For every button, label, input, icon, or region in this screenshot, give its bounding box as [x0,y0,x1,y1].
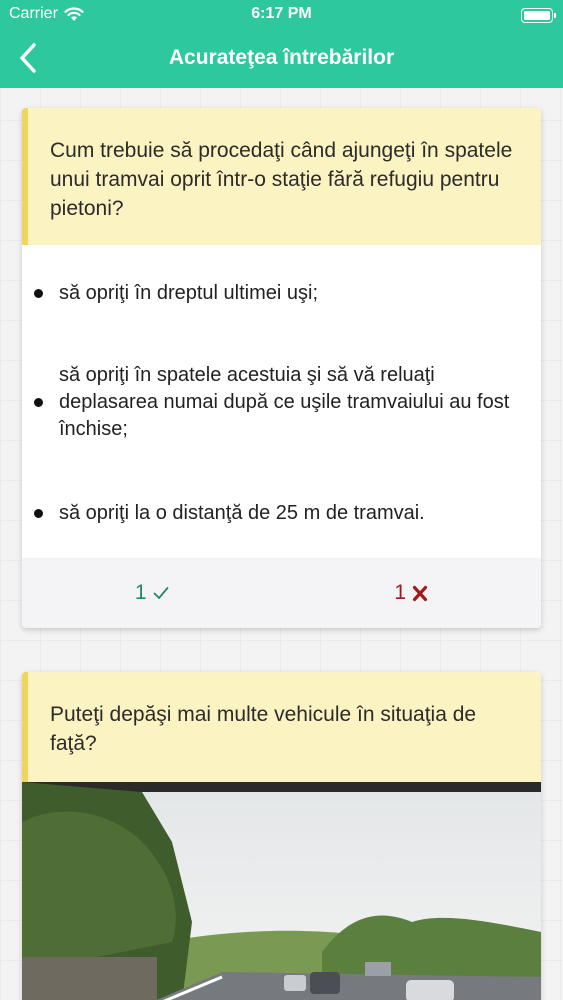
answer-text: să opriţi în spatele acestuia şi să vă reluaţi deplasarea numai după ce uşile tramvaiului au fost închise; [59,364,510,440]
wrong-count: 1 [394,581,407,604]
checkmark-icon [153,586,169,600]
wrong-stat [282,558,542,628]
page-title: Acurateţea întrebărilor [168,46,395,69]
answer-text: să opriţi în dreptul ultimei uşi; [59,282,319,304]
answer-stats [22,558,541,628]
question-header [22,672,541,782]
status-time: 6:17 PM [251,5,312,22]
question-text: Cum trebuie să procedaţi când ajungeţi în spatele unui tramvai oprit într-o staţie fără refugiu pentru pietoni? [50,139,513,220]
question-text: Puteţi depăşi mai multe vehicule în situaţia de faţă? [50,703,477,755]
answer-item [34,500,529,527]
answer-text: să opriţi la o distanţă de 25 m de tramvai. [59,502,425,524]
bullet-icon [34,289,43,298]
navigation-bar [0,30,563,88]
app-header [0,0,563,88]
correct-stat [22,558,282,628]
answer-item [34,280,529,307]
question-card [22,108,541,628]
question-header [22,108,541,245]
correct-count: 1 [134,581,147,604]
bullet-icon [34,398,43,407]
bullet-icon [34,509,43,518]
cross-icon [412,585,428,602]
battery-fill [524,11,550,20]
carrier-label: Carrier [9,5,58,22]
question-card [22,672,541,1000]
status-bar [0,0,563,30]
question-image [22,782,541,1000]
answer-item [34,362,539,443]
battery-icon [521,8,553,23]
